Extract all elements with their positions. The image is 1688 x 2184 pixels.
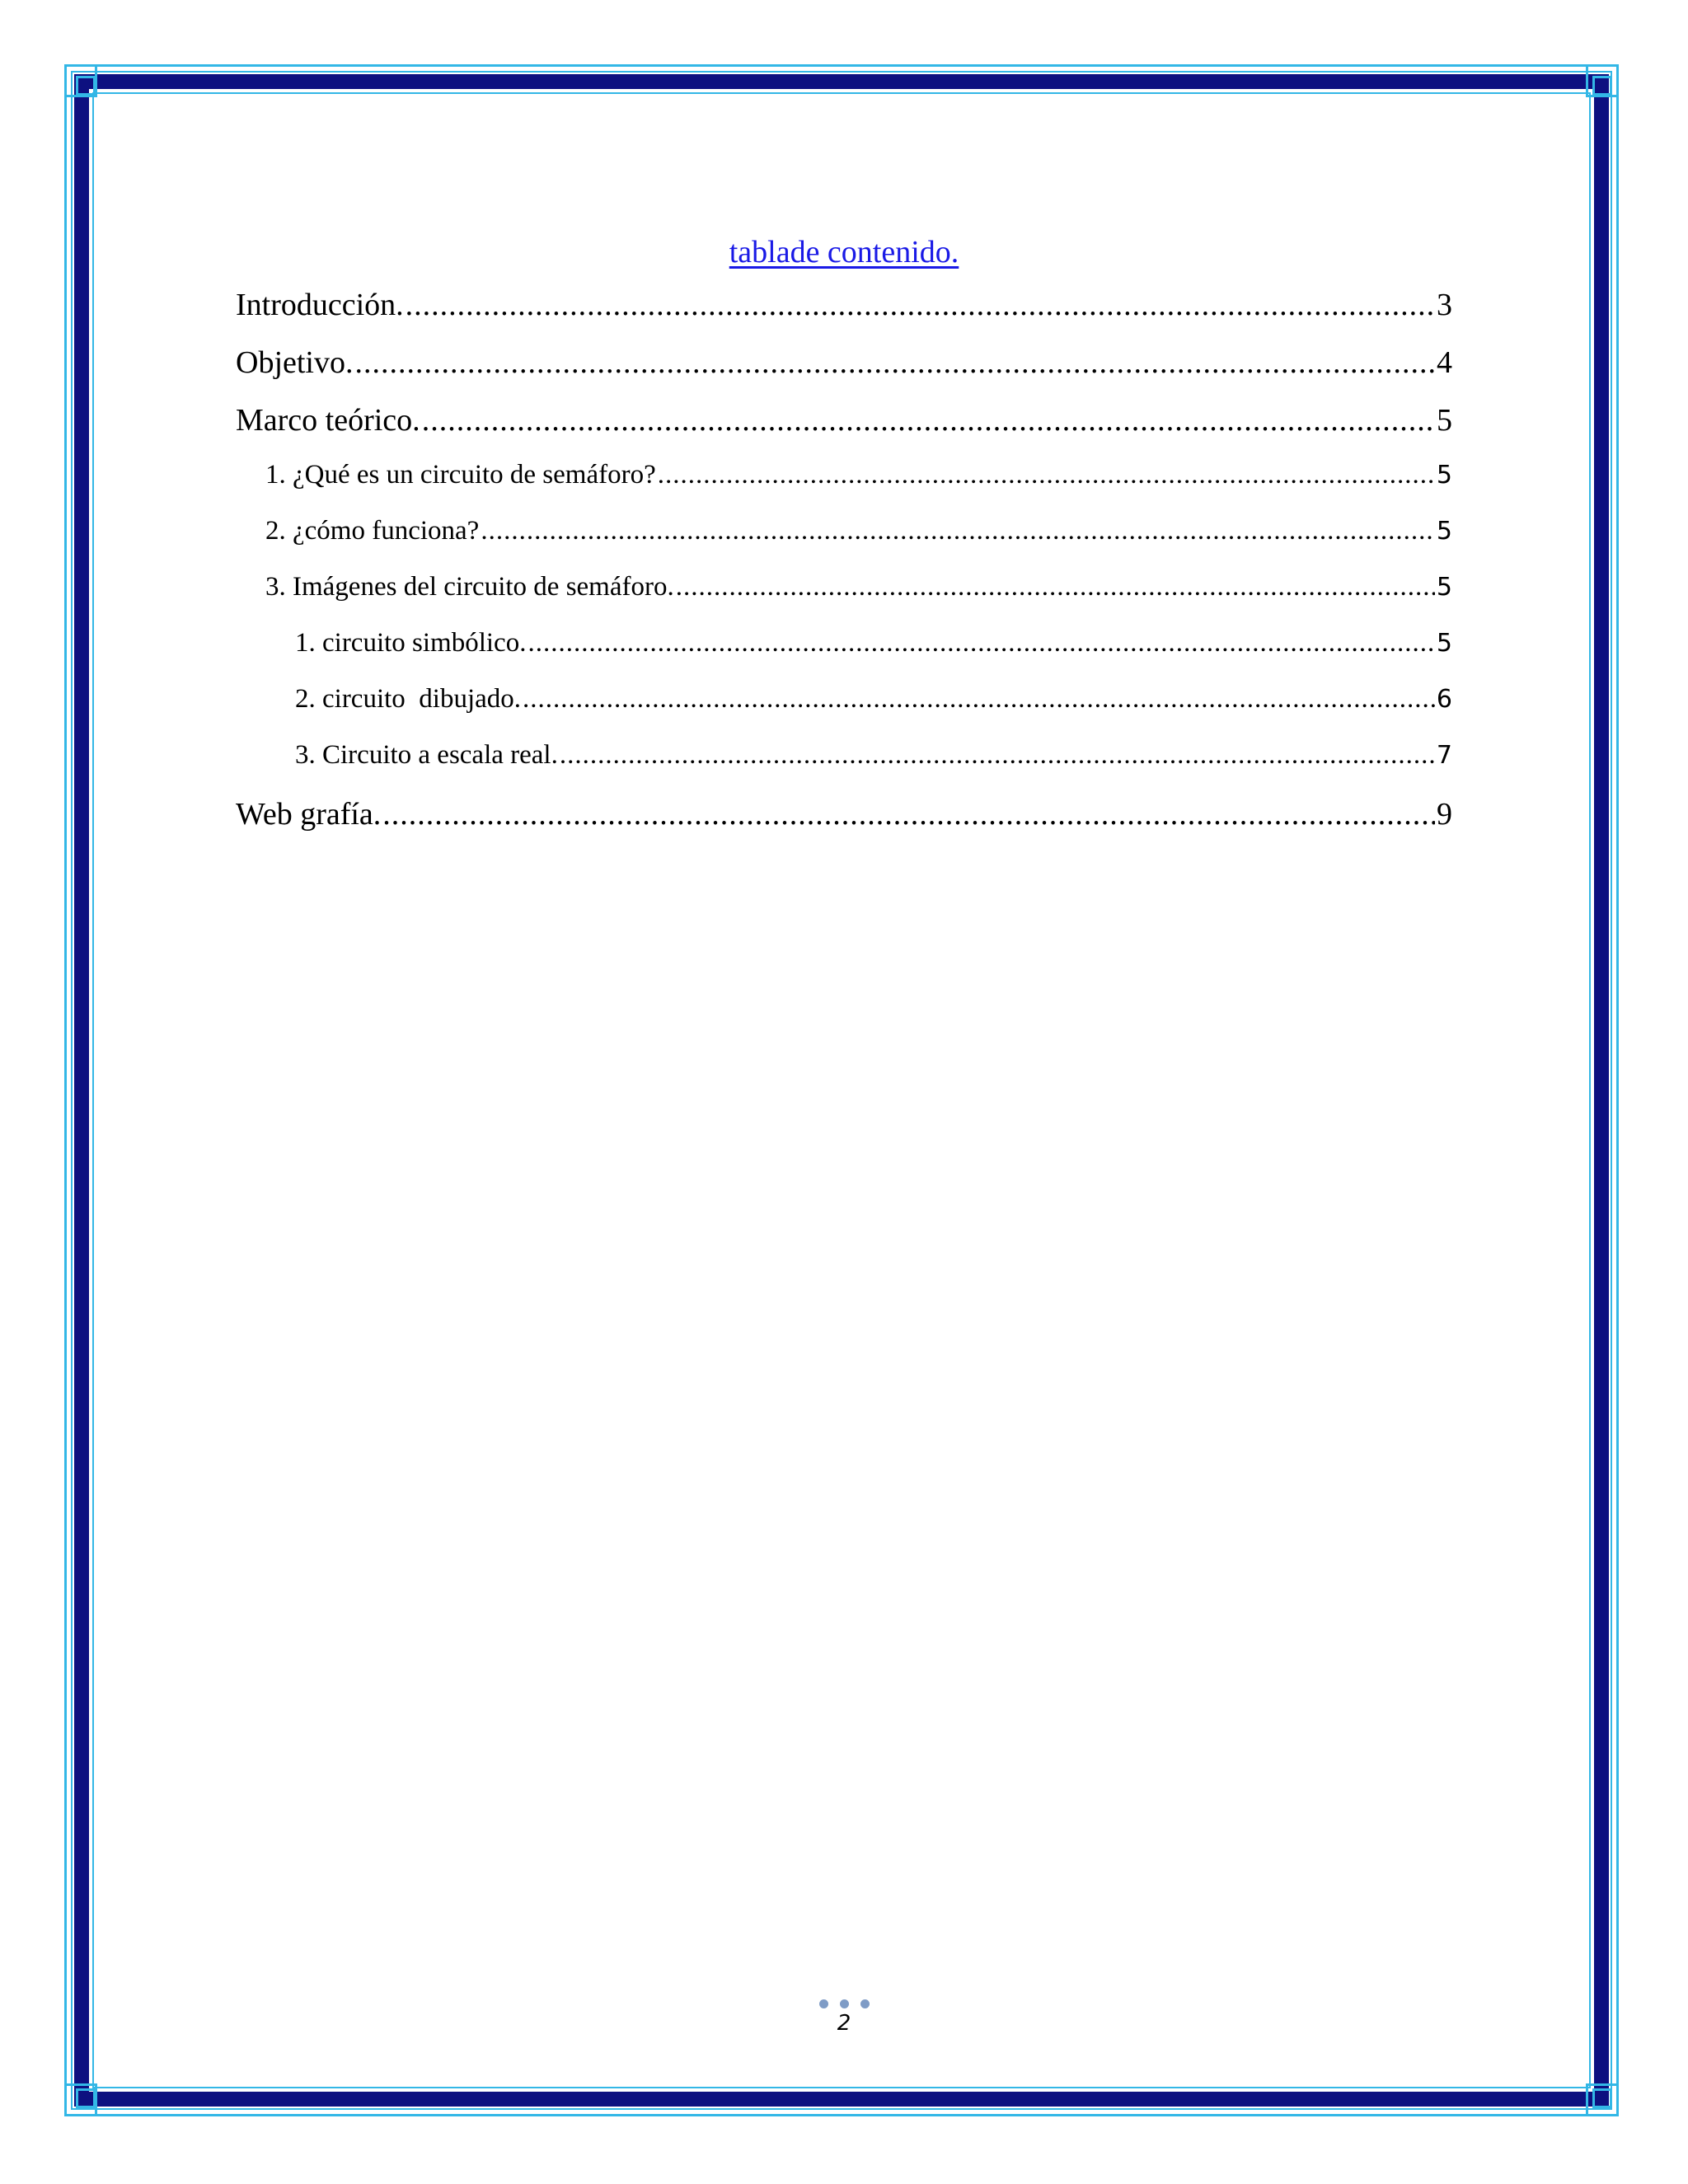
- toc-entry-que-es-circuito[interactable]: [236, 460, 1452, 516]
- toc-entry-circuito-dibujado[interactable]: [236, 684, 1452, 740]
- footer-dot: [840, 1999, 849, 2008]
- toc-dot-leader: [528, 628, 1434, 658]
- toc-title[interactable]: tablade contenido.: [729, 235, 959, 269]
- toc-entry-page: 7: [1436, 741, 1452, 770]
- toc-entry-imagenes-circuito[interactable]: [236, 572, 1452, 628]
- toc-entry-page: 5: [1436, 517, 1452, 546]
- table-of-contents: [236, 287, 1452, 854]
- border-corner-square-top-right: [1592, 76, 1612, 96]
- toc-dot-leader: [422, 402, 1435, 438]
- toc-entry-page: 5: [1436, 573, 1452, 602]
- toc-entry-circuito-simbolico[interactable]: [236, 628, 1452, 684]
- toc-entry-page: 5: [1436, 629, 1452, 658]
- toc-entry-como-funciona[interactable]: [236, 516, 1452, 572]
- toc-entry-circuito-escala-real[interactable]: [236, 740, 1452, 796]
- border-corner-square-bottom-left: [76, 2088, 96, 2108]
- toc-dot-leader: [560, 740, 1435, 771]
- toc-dot-leader: [523, 684, 1435, 715]
- toc-dot-leader: [354, 344, 1435, 381]
- toc-entry-label: 1. circuito simbólico.: [295, 628, 527, 658]
- toc-entry-page: 4: [1437, 345, 1452, 380]
- toc-entry-label: 3. Circuito a escala real.: [295, 740, 558, 770]
- border-corner-square-top-left: [76, 76, 96, 96]
- toc-dot-leader: [406, 287, 1435, 323]
- toc-entry-web-grafia[interactable]: [236, 796, 1452, 854]
- footer-dot: [819, 1999, 828, 2008]
- toc-entry-objetivo[interactable]: [236, 344, 1452, 402]
- toc-dot-leader: [481, 516, 1435, 546]
- border-corner-square-bottom-right: [1592, 2088, 1612, 2108]
- toc-entry-label: Marco teórico.: [236, 403, 420, 438]
- toc-dot-leader: [382, 796, 1435, 832]
- toc-entry-label: 2. circuito dibujado.: [295, 684, 522, 714]
- toc-entry-page: 3: [1437, 288, 1452, 322]
- toc-entry-label: Web grafía.: [236, 797, 382, 832]
- toc-entry-label: Introducción.: [236, 288, 404, 322]
- toc-entry-introduccion[interactable]: [236, 287, 1452, 344]
- toc-entry-label: 2. ¿cómo funciona?: [265, 516, 480, 546]
- toc-entry-page: 6: [1436, 685, 1452, 714]
- page-number: 2: [837, 2011, 851, 2036]
- toc-entry-marco-teorico[interactable]: [236, 402, 1452, 460]
- footer-dot: [860, 1999, 870, 2008]
- toc-dot-leader: [658, 460, 1435, 490]
- toc-entry-page: 9: [1437, 797, 1452, 832]
- toc-entry-label: 1. ¿Qué es un circuito de semáforo?: [265, 460, 656, 490]
- toc-entry-page: 5: [1436, 461, 1452, 490]
- toc-entry-label: 3. Imágenes del circuito de semáforo.: [265, 572, 674, 602]
- toc-entry-label: Objetivo.: [236, 345, 354, 380]
- toc-dot-leader: [676, 572, 1435, 602]
- toc-entry-page: 5: [1437, 403, 1452, 438]
